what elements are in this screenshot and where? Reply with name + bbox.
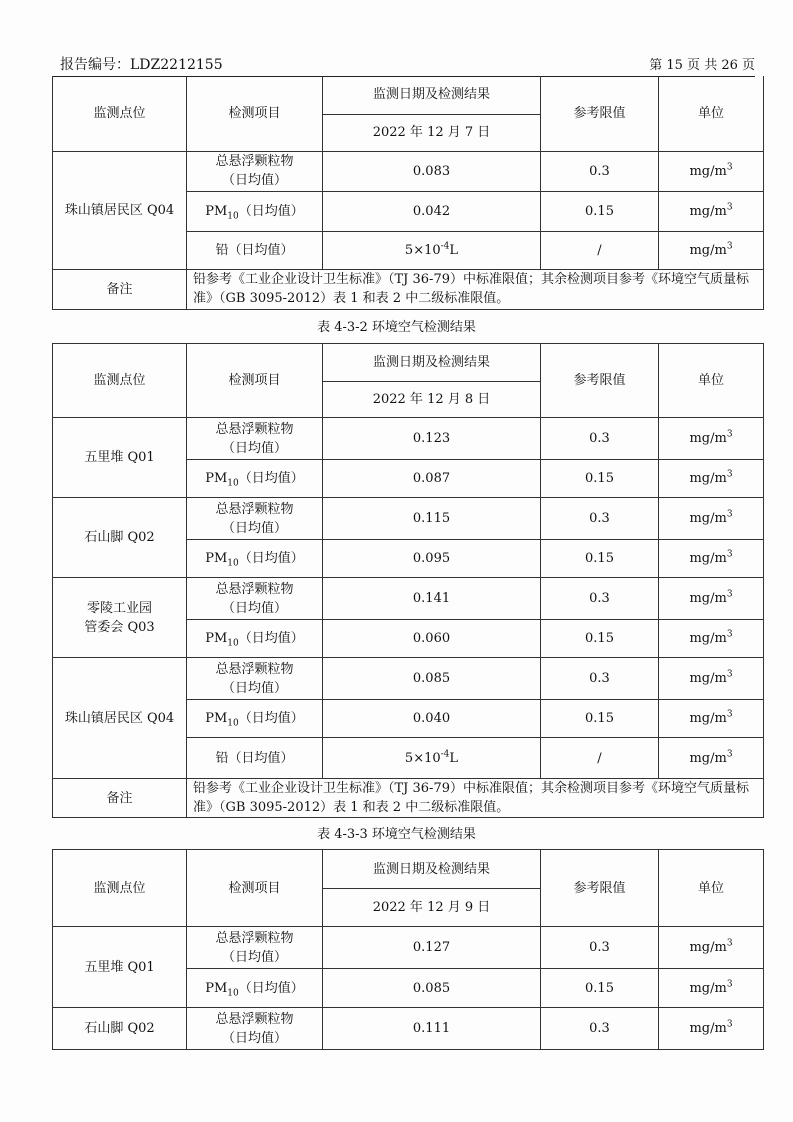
- items-pm10-pre-text: PM: [205, 551, 228, 566]
- col-header-item: 检测项目: [187, 850, 323, 927]
- site-cell: 珠山镇居民区 Q04: [53, 151, 187, 269]
- units-base-text: mg/m: [689, 631, 727, 646]
- items-tsp-1-text: 总悬浮颗粒物: [215, 661, 294, 677]
- units-sup-text: 3: [726, 202, 733, 213]
- value-cell: 0.060: [323, 620, 541, 658]
- item-cell: 铅（日均值）: [187, 231, 323, 269]
- items-tsp-1-text: 总悬浮颗粒物: [215, 1011, 294, 1027]
- units-sup-text: 3: [726, 749, 733, 760]
- site-cell: 石山脚 Q02: [53, 498, 187, 578]
- col-header-unit: 单位: [659, 850, 764, 927]
- items-pm10-sub-text: 10: [227, 718, 239, 729]
- table2-sites-2-name-2-text: 管委会 Q03: [84, 619, 155, 635]
- units-sup-text: 3: [726, 979, 733, 990]
- value-cell: 0.042: [323, 191, 541, 231]
- col-header-item: 检测项目: [187, 76, 323, 151]
- value-cell: 0.095: [323, 540, 541, 578]
- item-cell: [187, 151, 323, 191]
- col-header-site: 监测点位: [53, 850, 187, 927]
- units-base-text: mg/m: [689, 750, 727, 766]
- units-base-text: mg/m: [689, 711, 727, 726]
- col-header-result: 监测日期及检测结果: [323, 76, 541, 114]
- unit-cell: [659, 578, 764, 620]
- col-header-unit: 单位: [659, 76, 764, 151]
- note-label: 备注: [53, 779, 187, 818]
- units-sup-text: 3: [726, 589, 733, 600]
- items-tsp-2-text: （日均值）: [221, 600, 287, 616]
- table-caption-4-3-2: 表 4-3-2 环境空气检测结果: [317, 320, 476, 335]
- limit-cell: 0.15: [541, 460, 659, 498]
- unit-cell: [659, 927, 764, 969]
- unit-cell: [659, 231, 764, 269]
- item-tsp-line1: 总悬浮颗粒物: [215, 154, 294, 169]
- value-cell: [323, 231, 541, 269]
- item-cell: [187, 969, 323, 1008]
- units-sup-text: 3: [726, 241, 733, 252]
- page-number: 第 15 页 共 26 页: [649, 58, 755, 73]
- units-sup-text: 3: [726, 1019, 733, 1030]
- unit-cell: [659, 191, 764, 231]
- item-cell: [187, 191, 323, 231]
- unit-cell: [659, 460, 764, 498]
- items-pm10-sub-text: 10: [227, 638, 239, 649]
- value-cell: 0.085: [323, 658, 541, 700]
- items-pm10-post-text: （日均值）: [238, 711, 304, 726]
- units-base-text: mg/m: [689, 940, 727, 955]
- units-sup-text: 3: [726, 509, 733, 520]
- units-base-text: mg/m: [689, 511, 727, 526]
- items-pm10-pre-text: PM: [205, 980, 228, 996]
- col-header-site: 监测点位: [53, 344, 187, 418]
- units-sup-text: 3: [726, 709, 733, 720]
- date-cell: 2022 年 12 月 8 日: [323, 382, 541, 418]
- col-header-result: 监测日期及检测结果: [323, 850, 541, 889]
- item-cell: [187, 540, 323, 578]
- limit-cell: 0.3: [541, 151, 659, 191]
- value-cell: 0.111: [323, 1008, 541, 1050]
- units-sup-text: 3: [726, 629, 733, 640]
- units-base-text: mg/m: [689, 242, 727, 258]
- items-tsp-1-text: 总悬浮颗粒物: [215, 930, 294, 946]
- col-header-unit: 单位: [659, 344, 764, 418]
- results-table-dec-7: [52, 76, 764, 310]
- results-table-dec-9: [52, 849, 764, 1050]
- item-cell: [187, 658, 323, 700]
- table-caption-4-3-3: 表 4-3-3 环境空气检测结果: [317, 827, 476, 842]
- unit-cell: [659, 700, 764, 738]
- units-base-text: mg/m: [689, 1021, 727, 1036]
- items-tsp-2-text: （日均值）: [221, 520, 287, 536]
- item-cell: 铅（日均值）: [187, 738, 323, 779]
- unit-cell: [659, 969, 764, 1008]
- units-sup-text: 3: [726, 669, 733, 680]
- site-cell: 石山脚 Q02: [53, 1008, 187, 1050]
- unit-cell: [659, 658, 764, 700]
- units-base-text: mg/m: [689, 551, 727, 566]
- lead-value-pre-text: 5×10: [404, 242, 441, 258]
- limit-cell: /: [541, 738, 659, 779]
- value-cell: 0.123: [323, 418, 541, 460]
- unit-cell: [659, 1008, 764, 1050]
- units-sup-text: 3: [726, 938, 733, 949]
- value-cell: 0.127: [323, 927, 541, 969]
- item-tsp-line2: （日均值）: [221, 173, 287, 188]
- site-cell: 五里堆 Q01: [53, 927, 187, 1008]
- date-cell: 2022 年 12 月 9 日: [323, 889, 541, 927]
- item-cell: [187, 700, 323, 738]
- items-pm10-pre-text: PM: [205, 203, 228, 219]
- units-base-text: mg/m: [689, 671, 727, 686]
- units-base-text: mg/m: [689, 591, 727, 606]
- limit-cell: 0.3: [541, 418, 659, 460]
- value-cell: 0.141: [323, 578, 541, 620]
- items-pm10-post-text: （日均值）: [238, 980, 304, 996]
- items-pm10-post-text: （日均值）: [238, 471, 304, 486]
- items-tsp-1-text: 总悬浮颗粒物: [215, 501, 294, 517]
- results-table-dec-8: [52, 343, 764, 818]
- item-cell: [187, 620, 323, 658]
- items-pm10-sub-text: 10: [227, 558, 239, 569]
- units-base-text: mg/m: [689, 163, 727, 179]
- lead-value-sup-text: -4: [440, 749, 450, 760]
- items-tsp-2-text: （日均值）: [221, 440, 287, 456]
- unit-cell: [659, 620, 764, 658]
- site-cell: 珠山镇居民区 Q04: [53, 658, 187, 779]
- report-number: 报告编号：LDZ2212155: [60, 57, 223, 73]
- col-header-limit: 参考限值: [541, 344, 659, 418]
- value-cell: 0.115: [323, 498, 541, 540]
- col-header-limit: 参考限值: [541, 76, 659, 151]
- note-label: 备注: [53, 269, 187, 309]
- item-cell: [187, 418, 323, 460]
- col-header-result: 监测日期及检测结果: [323, 344, 541, 382]
- items-pm10-pre-text: PM: [205, 631, 228, 646]
- date-cell: 2022 年 12 月 7 日: [323, 114, 541, 151]
- items-pm10-post-text: （日均值）: [238, 203, 304, 219]
- items-pm10-sub-text: 10: [227, 988, 239, 999]
- item-cell: [187, 927, 323, 969]
- items-pm10-pre-text: PM: [205, 471, 228, 486]
- lead-value-post-text: L: [449, 750, 459, 766]
- unit-cell: [659, 540, 764, 578]
- limit-cell: /: [541, 231, 659, 269]
- note-text: 铅参考《工业企业设计卫生标准》（TJ 36-79）中标准限值；其余检测项目参考《环境空气质量标准》（GB 3095-2012）表 1 和表 2 中二级标准限值。: [187, 779, 764, 818]
- lead-value-post-text: L: [449, 242, 459, 258]
- item-cell: [187, 1008, 323, 1050]
- site-cell: 五里堆 Q01: [53, 418, 187, 498]
- unit-cell: [659, 738, 764, 779]
- limit-cell: 0.15: [541, 700, 659, 738]
- limit-cell: 0.15: [541, 620, 659, 658]
- units-base-text: mg/m: [689, 431, 727, 446]
- col-header-item: 检测项目: [187, 344, 323, 418]
- col-header-limit: 参考限值: [541, 850, 659, 927]
- items-pm10-post-text: （日均值）: [238, 551, 304, 566]
- value-cell: 0.085: [323, 969, 541, 1008]
- value-cell: 0.087: [323, 460, 541, 498]
- limit-cell: 0.3: [541, 498, 659, 540]
- items-pm10-post-text: （日均值）: [238, 631, 304, 646]
- items-tsp-2-text: （日均值）: [221, 949, 287, 965]
- item-cell: [187, 578, 323, 620]
- units-sup-text: 3: [726, 549, 733, 560]
- items-pm10-sub-text: 10: [227, 211, 239, 222]
- items-pm10-sub-text: 10: [227, 478, 239, 489]
- lead-value-sup-text: -4: [440, 241, 450, 252]
- value-cell: 0.083: [323, 151, 541, 191]
- units-base-text: mg/m: [689, 471, 727, 486]
- note-text: 铅参考《工业企业设计卫生标准》（TJ 36-79）中标准限值；其余检测项目参考《环境空气质量标准》（GB 3095-2012）表 1 和表 2 中二级标准限值。: [187, 269, 764, 309]
- items-tsp-2-text: （日均值）: [221, 680, 287, 696]
- item-cell: [187, 460, 323, 498]
- units-base-text: mg/m: [689, 980, 727, 996]
- items-tsp-1-text: 总悬浮颗粒物: [215, 421, 294, 437]
- limit-cell: 0.3: [541, 927, 659, 969]
- limit-cell: 0.3: [541, 578, 659, 620]
- limit-cell: 0.3: [541, 658, 659, 700]
- limit-cell: 0.15: [541, 540, 659, 578]
- item-cell: [187, 498, 323, 540]
- col-header-site: 监测点位: [53, 76, 187, 151]
- units-sup-text: 3: [726, 429, 733, 440]
- page-header: [60, 52, 755, 74]
- unit-cell: [659, 151, 764, 191]
- value-cell: [323, 738, 541, 779]
- items-pm10-pre-text: PM: [205, 711, 228, 726]
- limit-cell: 0.15: [541, 191, 659, 231]
- items-tsp-1-text: 总悬浮颗粒物: [215, 581, 294, 597]
- table2-sites-2-name-1-text: 零陵工业园: [86, 600, 152, 616]
- limit-cell: 0.3: [541, 1008, 659, 1050]
- unit-cell: [659, 418, 764, 460]
- units-sup-text: 3: [726, 162, 733, 173]
- limit-cell: 0.15: [541, 969, 659, 1008]
- units-sup-text: 3: [726, 469, 733, 480]
- site-cell: [53, 578, 187, 658]
- lead-value-pre-text: 5×10: [404, 750, 441, 766]
- unit-cell: [659, 498, 764, 540]
- items-tsp-2-text: （日均值）: [221, 1030, 287, 1046]
- units-base-text: mg/m: [689, 203, 727, 219]
- value-cell: 0.040: [323, 700, 541, 738]
